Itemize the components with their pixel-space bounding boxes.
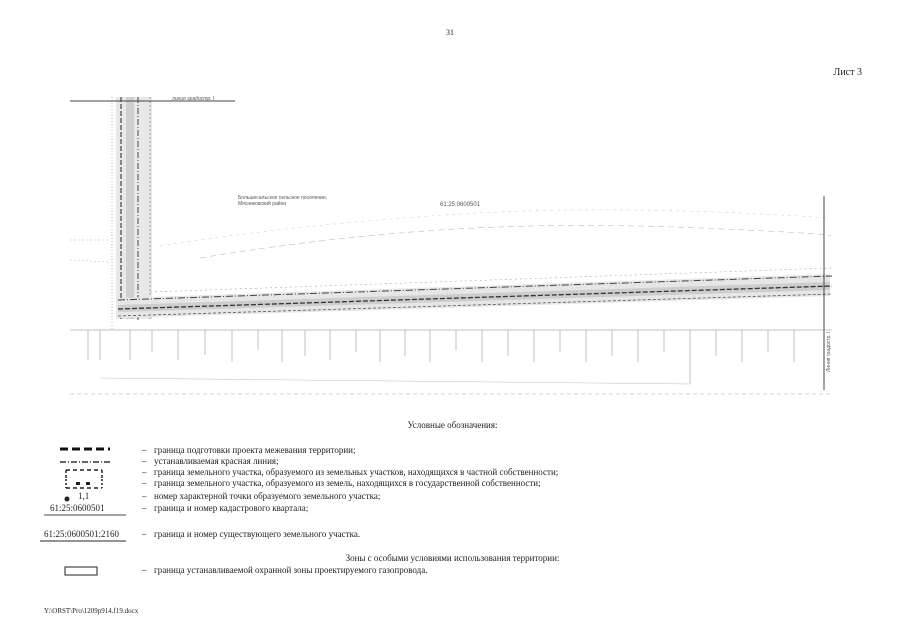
legend-row-existing-plot: 61:25:0600501:2160 – граница и номер существующего земельного участка. (30, 529, 890, 542)
legend-row-point: 1,1 – номер характерной точки образуемого земельного участка; (30, 491, 890, 504)
legend-row-protection-zone: – граница устанавливаемой охранной зоны проектируемого газопровода. (30, 565, 890, 578)
legend-row-private-plot: – граница земельного участка, образуемого из земельных участков, находящихся в частной собственности; (30, 467, 890, 480)
existing-plot-label: 61:25:0600501:2160 (44, 529, 120, 539)
legend-row-red-line: – устанавливаемая красная линия; (30, 456, 890, 469)
legend-row-state-plot: – граница земельного участка, образуемого из земель, находящихся в государственной собственности; (30, 478, 890, 491)
protection-zone-rect-icon (30, 565, 140, 578)
map-label-right: Линия градостр. l (826, 331, 832, 372)
page-number: 31 (446, 28, 454, 37)
sheet-label: Лист 3 (833, 67, 862, 78)
footer-file-path: Y:\ORST\Pro\1209p914.f19.docx (44, 607, 139, 615)
map-label-cadastral: 61:25:0600501 (440, 202, 481, 208)
legend-row-project-boundary: – граница подготовки проекта межевания территории; (30, 445, 890, 458)
legend-title: Условные обозначения: (407, 420, 498, 430)
map-label-top: линия градостр. l (172, 96, 215, 102)
quarter-boundary-label: 61:25:0600501 (50, 503, 105, 513)
map-label-area: Большесальское сельское поселение, Мясниковский район (238, 195, 328, 207)
point-marker-label: 1,1 (78, 491, 90, 501)
state-plot-boundary-icon (30, 478, 140, 491)
legend-row-quarter: 61:25:0600501 – граница и номер кадастрового квартала; (30, 503, 890, 516)
zones-title: Зоны с особыми условиями использования территории: (345, 553, 560, 563)
